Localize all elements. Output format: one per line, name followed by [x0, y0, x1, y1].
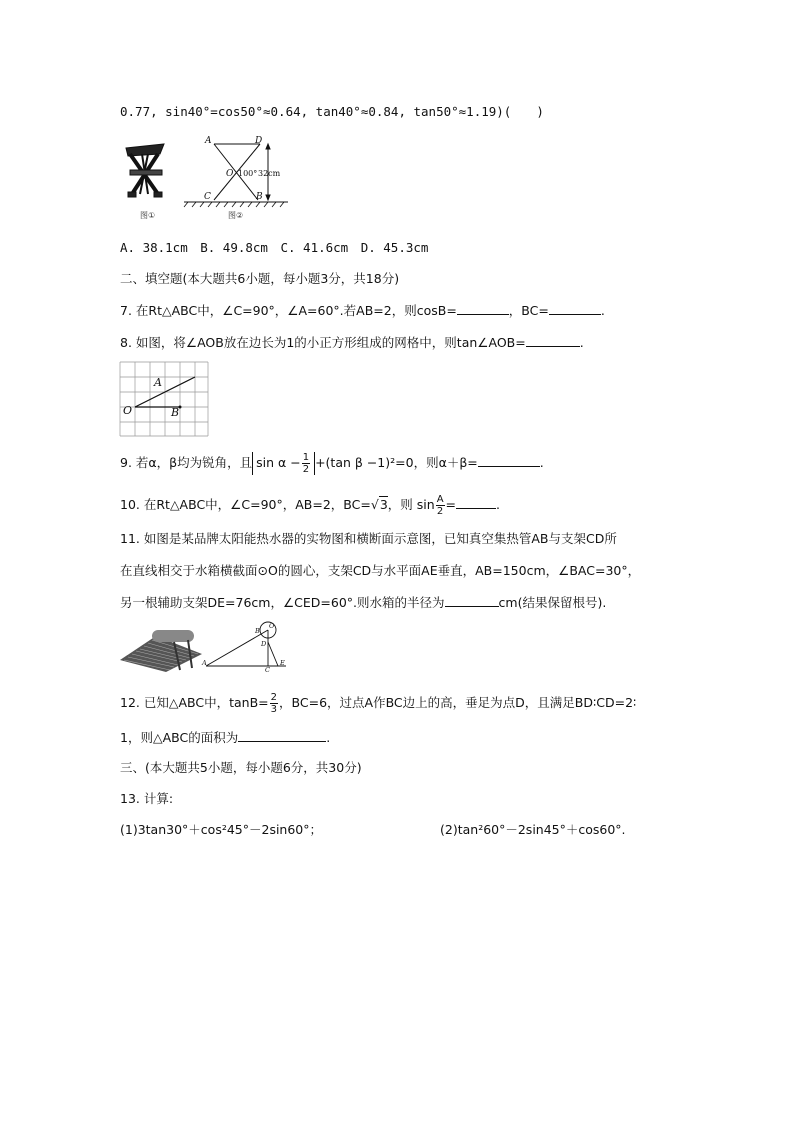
solar-heater-diagram: [118, 620, 300, 672]
point-label-c: C: [204, 192, 211, 202]
point-label-a: A: [205, 136, 212, 146]
point-label-b: B: [256, 192, 263, 202]
figure1-caption: 图①: [140, 211, 156, 220]
heater-label-o: O: [269, 622, 275, 630]
question-12-line-2: [120, 728, 330, 747]
sqrt-sign: √: [370, 497, 379, 512]
question-10: [120, 494, 500, 517]
q6-options: A. 38.1cm B. 49.8cm C. 41.6cm D. 45.3cm: [120, 240, 429, 255]
heater-label-e: E: [280, 659, 285, 667]
q10-pre: 10. 在Rt△ABC中，∠C=90°，AB=2，BC=: [120, 497, 371, 512]
grid-label-a: A: [154, 376, 162, 389]
q10-eq: =: [445, 497, 457, 512]
angle-grid-diagram: [118, 360, 210, 438]
point-label-d: D: [255, 136, 263, 146]
q6-figure: [118, 132, 288, 224]
stool-photo: [126, 144, 164, 197]
solar-heater-photo: [120, 630, 202, 672]
grid-label-b: B: [171, 406, 180, 419]
ground-hatch: [184, 202, 284, 207]
point-label-o: O: [226, 169, 234, 179]
question-13: 13. 计算:: [120, 791, 174, 806]
q11-blank[interactable]: [445, 593, 499, 607]
q9-fraction: [302, 452, 310, 475]
folding-stool-diagram: [118, 132, 288, 224]
grid-label-o: O: [123, 404, 133, 417]
q11-line3-post: cm(结果保留根号).: [498, 595, 607, 610]
q8-text: 8. 如图，将∠AOB放在边长为1的小正方形组成的网格中，则tan∠AOB=: [120, 335, 526, 350]
question-13-part-1: (1)3tan30°＋cos²45°－2sin60°；: [120, 822, 323, 837]
q10-mid: ，则 sin: [387, 497, 435, 512]
q12-line2-pre: 1，则△ABC的面积为: [120, 730, 239, 745]
q10-blank[interactable]: [456, 495, 496, 509]
q10-frac-num: A: [436, 494, 444, 505]
q9-frac-den: 2: [302, 464, 310, 475]
section-2-header: 二、填空题(本大题共6小题，每小题3分，共18分): [120, 271, 400, 286]
q12-line2-end: .: [326, 730, 331, 745]
q12-fraction: [270, 692, 278, 715]
q10-end: .: [496, 497, 500, 512]
question-11-line-3: [120, 593, 606, 612]
figure2-caption: 图②: [228, 211, 244, 220]
question-13-part-2: (2)tan²60°－2sin45°＋cos60°.: [440, 822, 626, 837]
q7-blank-1[interactable]: [457, 301, 509, 315]
q12-frac-num: 2: [270, 692, 278, 703]
q8-blank[interactable]: [526, 333, 580, 347]
heater-label-a: A: [202, 659, 207, 667]
q11-line3-pre: 另一根辅助支架DE=76cm，∠CED=60°.则水箱的半径为: [120, 595, 445, 610]
q9-abs-left: sin α −: [256, 455, 301, 470]
heater-label-c: C: [265, 666, 270, 672]
q12-post: ，BC=6，过点A作BC边上的高，垂足为点D，且满足BD∶CD=2∶: [279, 695, 637, 710]
q9-frac-num: 1: [302, 452, 310, 463]
q7-mid: ，BC=: [508, 303, 549, 318]
angle-label: 100°: [238, 169, 258, 178]
q9-post: +(tan β −1)²=0，则α＋β=: [315, 455, 478, 470]
q12-frac-den: 3: [270, 704, 278, 715]
question-8: [120, 333, 584, 352]
question-11-line-1: 11. 如图是某品牌太阳能热水器的实物图和横断面示意图，已知真空集热管AB与支架CD所: [120, 531, 617, 546]
section-3-header: 三、(本大题共5小题，每小题6分，共30分): [120, 760, 362, 775]
q8-grid-figure: [118, 360, 210, 438]
q10-frac-den: 2: [436, 506, 444, 517]
q11-figure: [118, 620, 300, 672]
question-7: [120, 301, 605, 320]
q7-text: 7. 在Rt△ABC中，∠C=90°，∠A=60°.若AB=2，则cosB=: [120, 303, 457, 318]
q10-fraction: [436, 494, 445, 517]
q9-end: .: [539, 455, 544, 470]
height-label: 32cm: [258, 169, 281, 178]
question-11-line-2: 在直线相交于水箱横截面⊙O的圆心，支架CD与水平面AE垂直，AB=150cm，∠BAC=30°，: [120, 563, 641, 578]
q6-tail-text: 0.77, sin40°=cos50°≈0.64, tan40°≈0.84, tan50°≈1.19)( ): [120, 104, 544, 119]
heater-label-d: D: [261, 640, 267, 648]
heater-label-b: B: [255, 627, 260, 635]
q9-absolute-value: [252, 452, 315, 475]
q7-blank-2[interactable]: [549, 301, 601, 315]
q12-blank[interactable]: [238, 728, 326, 742]
question-9: [120, 452, 544, 475]
q9-pre: 9. 若α，β均为锐角，且: [120, 455, 253, 470]
q9-blank[interactable]: [478, 453, 540, 467]
q12-pre: 12. 已知△ABC中，tanB=: [120, 695, 269, 710]
q8-end: .: [579, 335, 584, 350]
question-12-line-1: [120, 692, 636, 715]
q7-end: .: [600, 303, 605, 318]
q10-sqrt-value: 3: [379, 497, 388, 512]
